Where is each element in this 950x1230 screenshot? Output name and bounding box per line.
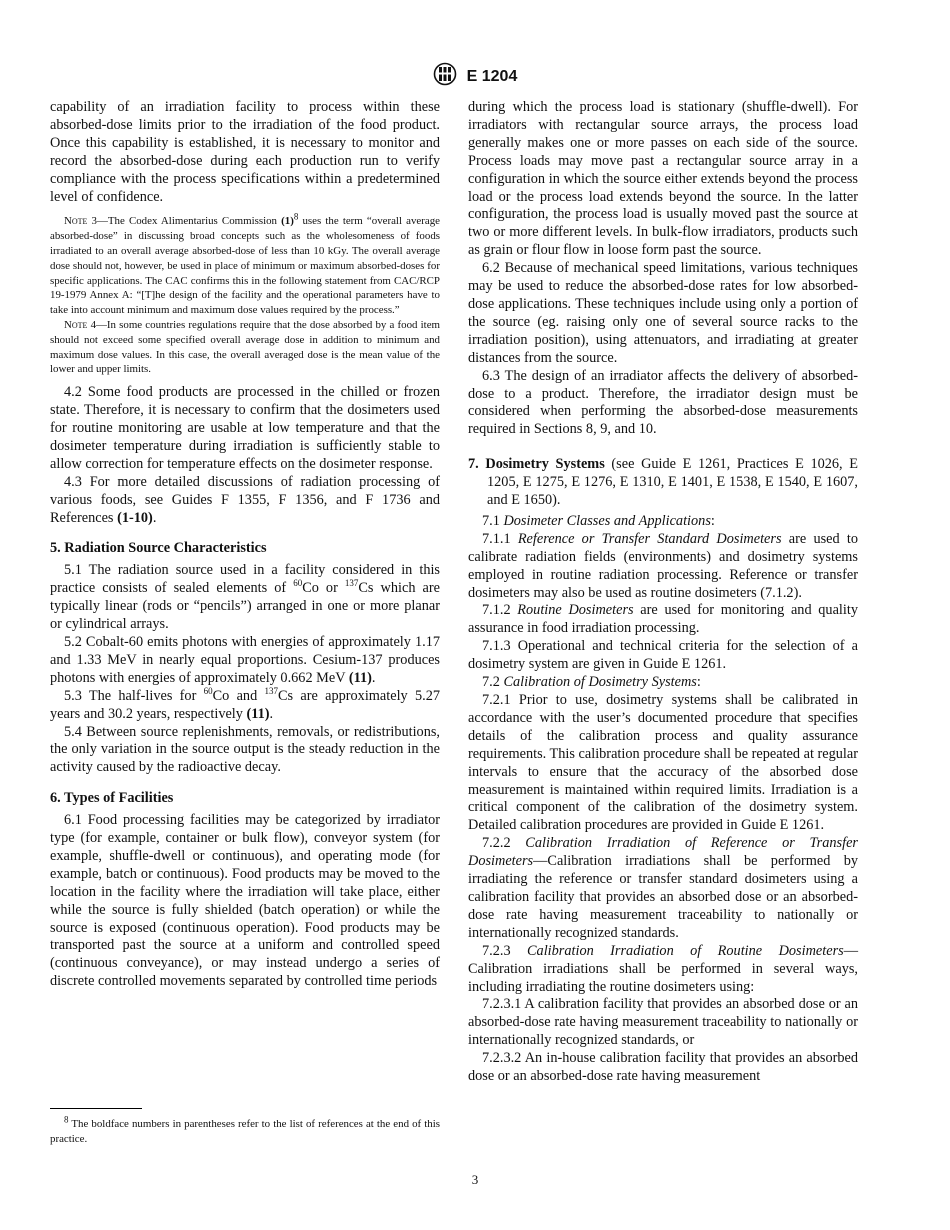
paragraph-5-2: 5.2 Cobalt-60 emits photons with energies of approximately 1.17 and 1.33 MeV in nearly equal proportions. Cesium-137 produces photons with energies of approximately 0.662 MeV (11).: [50, 633, 440, 686]
section-6-heading: 6. Types of Facilities: [50, 790, 174, 807]
paragraph-6-3: 6.3 The design of an irradiator affects the delivery of absorbed-dose to a product. Therefore, the irradiator design must be considered when performing the absorbed-dose measurements required in Sections 8, 9, and 10.: [468, 367, 858, 438]
paragraph-5-4: 5.4 Between source replenishments, removals, or redistributions, the only variation in the source output is the steady reduction in the activity caused by the radioactive decay.: [50, 723, 440, 776]
section-7-heading: 7. Dosimetry Systems (see Guide E 1261, Practices E 1026, E 1205, E 1275, E 1276, E 1310, E 1401, E 1538, E 1540, E 1607, and E 1650).: [468, 456, 859, 509]
paragraph-5-1: 5.1 The radiation source used in a facility considered in this practice consists of sealed elements of $^{60}$Co or $^{137}$Cs which are typically linear (rods or “pencils”) arranged in one or more planar or cylindrical arrays.: [50, 562, 440, 633]
note-4: Note 4—In some countries regulations require that the dose absorbed by a food item should not exceed some specified overall average dose in addition to minimum and maximum dose values. In this case, the overall averaged dose is the mean value of the lower and upper limits.: [50, 319, 440, 376]
paragraph-6-1: 6.1 Food processing facilities may be categorized by irradiator type (for example, container or bulk flow), conveyor system (for example, shuffle-dwell or continuous), and operating mode (for example, batch or continuous). Food products may be moved to the location in the facility where the irradiation will take place, either while the source is fully shielded (batch operation) or while the source is exposed (continuous operation). Food products may be transported past the source at a uniform and controlled speed (continuous conveyance), or may instead undergo a series of discrete controlled movements separated by controlled time periods: [50, 812, 440, 990]
right-column: [468, 99, 858, 1086]
paragraph-7-2: 7.2 Calibration of Dosimetry Systems:: [482, 674, 701, 691]
paragraph-6-2: 6.2 Because of mechanical speed limitations, various techniques may be used to reduce the absorbed-dose rates for low absorbed-dose applications. These techniques include using only a portion of the source (eg. raising only one of several source racks to the irradiation position), using attenuators, and irradiating at greater distances from the source.: [468, 260, 858, 366]
paragraph-4-3: 4.3 For more detailed discussions of radiation processing of various foods, see Guides F 1355, F 1356, and F 1736 and References (1-10).: [50, 473, 440, 526]
standard-designation: E 1204: [466, 67, 518, 85]
paragraph-7-1-2: 7.1.2 Routine Dosimeters are used for monitoring and quality assurance in food irradiation processing.: [468, 602, 858, 637]
paragraph-7-2-3: 7.2.3 Calibration Irradiation of Routine Dosimeters—Calibration irradiations shall be performed in several ways, including irradiating the routine dosimeters using:: [468, 942, 858, 995]
paragraph-5-3: 5.3 The half-lives for $^{60}$Co and $^{137}$Cs are approximately 5.27 years and 30.2 years, respectively (11).: [50, 685, 440, 722]
footnote-rule: [50, 1108, 142, 1109]
paragraph-7-2-3-1: 7.2.3.1 A calibration facility that provides an absorbed dose or an absorbed-dose rate having measurement traceability to nationally or internationally recognized standards, or: [468, 996, 858, 1049]
footnote-8: $^8$ The boldface numbers in parentheses refer to the list of references at the end of this practice.: [50, 1114, 440, 1145]
page-header: [0, 62, 950, 91]
paragraph-7-1: 7.1 Dosimeter Classes and Applications:: [482, 512, 715, 529]
paragraph-6-1-continued: during which the process load is stationary (shuffle-dwell). For irradiators with rectangular source arrays, the process load generally makes one or more passes on each side of the source. Process loads may move past a rectangular source array in a configuration in which the source either extends beyond the process load or the process load extends beyond the source. In the latter configuration, the process load is usually moved past the source at two or more different levels. In bulk-flow irradiators, products such as grain or flour flow in loose form past the source.: [468, 99, 858, 259]
section-5-heading: 5. Radiation Source Characteristics: [50, 540, 267, 557]
paragraph-7-2-3-2: 7.2.3.2 An in-house calibration facility that provides an absorbed dose or an absorbed-dose rate having measurement: [468, 1050, 858, 1085]
paragraph-7-1-1: 7.1.1 Reference or Transfer Standard Dosimeters are used to calibrate radiation fields (environments) and dosimetry systems employed in routine radiation processing. Reference or transfer dosimeters may also be used as routine dosimeters (7.1.2).: [468, 530, 858, 601]
page-number: 3: [471, 1172, 479, 1187]
paragraph-7-2-1: 7.2.1 Prior to use, dosimetry systems shall be calibrated in accordance with the user’s documented procedure that specifies details of the calibration process and quality assurance requirements. This calibration procedure shall be repeated at regular intervals to ensure that the accuracy of the absorbed dose measurement is maintained within required limits. Irradiation is a critical component of the calibration of the dosimetry system. Detailed calibration procedures are provided in Guide E 1261.: [468, 692, 858, 834]
intro-paragraph: capability of an irradiation facility to process within these absorbed-dose limits prior to the irradiation of the food product. Once this capability is established, it is necessary to monitor and record the absorbed-dose during each production run to verify compliance with the process specifications within a predetermined level of confidence.: [50, 99, 440, 205]
paragraph-7-2-2: 7.2.2 Calibration Irradiation of Reference or Transfer Dosimeters—Calibration irradiations shall be performed by irradiating the reference or transfer standard dosimeters using a calibration facility that provides an absorbed dose or an absorbed-dose rate having measurement traceability to nationally or internationally recognized standards.: [468, 835, 858, 941]
left-column: [50, 99, 440, 991]
paragraph-4-2: 4.2 Some food products are processed in the chilled or frozen state. Therefore, it is necessary to confirm that the dosimeters used for routine monitoring are usable at low temperature and that the dosimeter temperature during irradiation is sufficiently stable to allow correction for temperature effects on the dosimeter response.: [50, 384, 440, 472]
astm-logo-icon: [433, 62, 457, 91]
note-3: Note 3—The Codex Alimentarius Commission $(1)^8$ uses the term “overall average absorbed-dose” in discussing broad concepts such as the wholesomeness of foods irradiated to an overall average absorbed-dose of less than 10 kGy. The overall average dose should not, however, be used in place of minimum or maximum absorbed-doses for specific applications. The CAC confirms this in the following statement from CAC/RCP 19-1979 Annex A: “[T]he design of the facility and the operational parameters have to take into account minimum and maximum dose values required by the process.”: [50, 211, 440, 317]
paragraph-7-1-3: 7.1.3 Operational and technical criteria for the selection of a dosimetry system are given in Guide E 1261.: [468, 638, 858, 673]
